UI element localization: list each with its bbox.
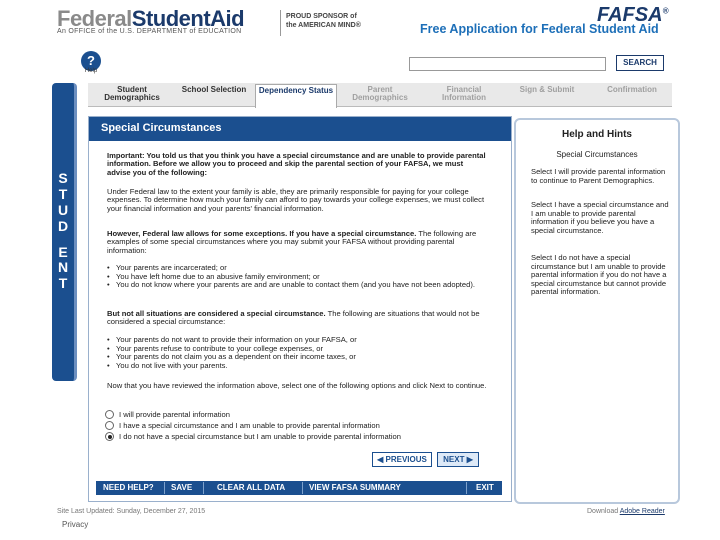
tab-confirmation: Confirmation: [607, 85, 657, 94]
previous-label: PREVIOUS: [385, 455, 427, 464]
list-item: • Your parents do not want to provide their information on your FAFSA, or: [107, 335, 357, 344]
next-button[interactable]: [437, 452, 479, 467]
help-label[interactable]: Help: [84, 68, 98, 74]
important-text: Important: You told us that you think you have a special circumstance and are unable to provide parental information. Before we allow you to proceed and skip the parental section of your FAFSA, we must advise you of the following:: [107, 151, 486, 177]
previous-button[interactable]: [372, 452, 432, 467]
side-letter: U: [57, 202, 69, 218]
sponsor-line-2: the AMERICAN MIND®: [286, 22, 361, 29]
list-item-text: You do not live with your parents.: [116, 360, 228, 370]
side-letter: T: [58, 275, 68, 291]
search-button[interactable]: SEARCH: [616, 55, 664, 71]
side-letter: N: [57, 259, 69, 275]
view-fafsa-summary-button[interactable]: VIEW FAFSA SUMMARY: [309, 483, 401, 492]
save-button[interactable]: SAVE: [171, 483, 193, 492]
tab-school-selection[interactable]: School Selection: [181, 85, 247, 94]
divider: [203, 482, 204, 494]
important-notice: [107, 152, 487, 177]
exceptions-bold: However, Federal law allows for some exceptions. If you have a special circumstance.: [107, 229, 417, 238]
tab-student-demographics[interactable]: Student Demographics: [104, 85, 160, 102]
need-help-button[interactable]: NEED HELP?: [103, 483, 154, 492]
side-letter: E: [58, 244, 68, 260]
side-letter: T: [58, 186, 68, 202]
list-item: • Your parents do not claim you as a dependent on their income taxes, or: [107, 352, 356, 362]
non-examples-list: [107, 336, 477, 370]
not-all-rest: The following are situations that would not be considered a special circumstance:: [107, 309, 480, 327]
search-input[interactable]: [409, 57, 606, 71]
fafsa-logo-text: FAFSA: [597, 4, 663, 26]
option-provide-parental-info[interactable]: [105, 410, 230, 419]
tab-financial-information: Financial Information: [442, 85, 486, 102]
option-label: I will provide parental information: [119, 410, 231, 419]
paragraph-instructions: Now that you have reviewed the information above, select one of the following options and click Next to continue.: [107, 381, 487, 390]
paragraph-not-all: [107, 310, 487, 327]
download-prefix: Download: [587, 508, 619, 515]
download-adobe-reader: [587, 508, 665, 515]
chevron-left-icon: ◀: [377, 455, 386, 464]
registered-icon: ®: [662, 6, 669, 16]
list-item-text: Your parents do not claim you as a dependent on their income taxes, or: [116, 352, 356, 362]
adobe-reader-link[interactable]: Adobe Reader: [619, 508, 665, 515]
radio-button-selected[interactable]: [105, 432, 114, 441]
list-item: • Your parents are incarcerated; or: [107, 263, 227, 272]
exit-button[interactable]: EXIT: [476, 483, 494, 492]
help-panel-subtitle: Special Circumstances: [556, 150, 638, 159]
list-item-text: Your parents are incarcerated; or: [116, 263, 227, 272]
clear-all-data-button[interactable]: CLEAR ALL DATA: [217, 483, 286, 492]
help-panel-title: Help and Hints: [561, 129, 632, 140]
tab-dependency-status[interactable]: Dependency Status: [255, 84, 337, 108]
list-item-text: Your parents do not want to provide their information on your FAFSA, or: [116, 335, 357, 344]
help-question-icon[interactable]: ?: [81, 51, 101, 71]
list-item: • You do not live with your parents.: [107, 360, 228, 370]
side-letter: D: [57, 218, 69, 234]
app-title: Free Application for Federal Student Aid: [420, 22, 659, 36]
divider: [466, 482, 467, 494]
next-label: NEXT: [443, 455, 465, 464]
tab-sign-submit: Sign & Submit: [519, 85, 575, 94]
help-hint: Select I do not have a special circumstance but I am unable to provide parental information if you do not have a special circumstance but cannot provide parental information.: [531, 253, 667, 297]
sponsor-line-1: PROUD SPONSOR of: [286, 13, 357, 20]
header-divider: [280, 10, 281, 36]
paragraph-responsibility: Under Federal law to the extent your family is able, they are primarily responsible for paying for your college expenses. To determine how much your family can afford to pay towards your college expenses, we must collect your financial information and your parents' financial information.: [107, 187, 485, 213]
list-item-text: You do not know where your parents are and are unable to contact them (and you have not been adopted).: [116, 280, 475, 290]
list-item: • You have left home due to an abusive family environment; or: [107, 271, 320, 281]
panel-title: Special Circumstances: [101, 122, 222, 134]
option-label: I do not have a special circumstance but I am unable to provide parental information: [119, 432, 401, 441]
logo-text-studentaid: StudentAid: [131, 6, 245, 31]
divider: [164, 482, 165, 494]
site-last-updated: Site Last Updated: Sunday, December 27, 2015: [57, 508, 206, 515]
list-item-text: Your parents refuse to contribute to your college expenses, or: [116, 343, 323, 353]
not-all-bold: But not all situations are considered a special circumstance.: [107, 309, 326, 318]
examples-list: [107, 264, 477, 290]
option-no-special-circumstance[interactable]: [105, 432, 401, 441]
list-item: • Your parents refuse to contribute to your college expenses, or: [107, 343, 323, 353]
radio-button[interactable]: [105, 421, 114, 430]
paragraph-exceptions: [107, 230, 487, 255]
help-hint: Select I have a special circumstance and I am unable to provide parental information if you believe you have a special circumstance.: [531, 200, 669, 235]
privacy-link[interactable]: Privacy: [62, 520, 89, 529]
sponsor-tagline: [286, 12, 396, 30]
side-letter: S: [58, 170, 68, 186]
bottom-action-bar: [96, 481, 502, 495]
list-item: • You do not know where your parents are and are unable to contact them (and you have not been adopted).: [107, 280, 475, 290]
chevron-right-icon: ▶: [464, 455, 473, 464]
list-item-text: You have left home due to an abusive family environment; or: [116, 271, 320, 281]
tab-parent-demographics: Parent Demographics: [352, 85, 408, 102]
option-special-circumstance[interactable]: [105, 421, 380, 430]
exceptions-rest: The following are examples of some special circumstances where you may submit your FAFSA without providing parental information:: [107, 229, 477, 255]
help-hint: Select I will provide parental information to continue to Parent Demographics.: [531, 167, 666, 185]
logo-subtitle: An OFFICE of the U.S. DEPARTMENT of EDUCATION: [57, 28, 242, 35]
radio-button[interactable]: [105, 410, 114, 419]
option-label: I have a special circumstance and I am unable to provide parental information: [119, 421, 380, 430]
logo-text-federal: Federal: [57, 6, 132, 31]
divider: [302, 482, 303, 494]
